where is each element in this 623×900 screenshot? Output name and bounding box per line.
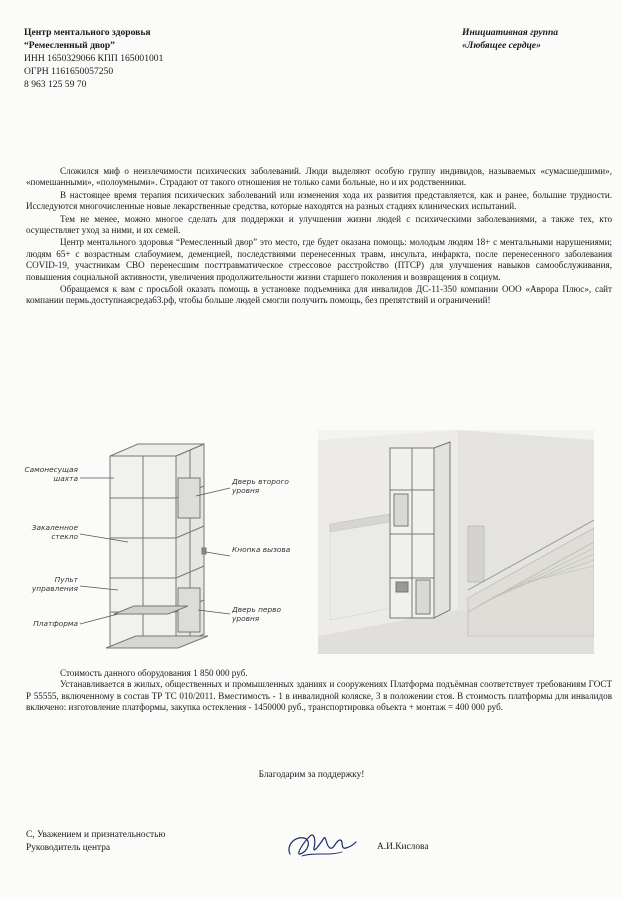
- letter-body: [26, 166, 612, 308]
- price-line: Стоимость данного оборудования 1 850 000 руб.: [60, 668, 248, 678]
- paragraph: Тем не менее, можно многое сделать для поддержки и улучшения жизни людей с психическими заболеваниями, а также тех, кто осуществляет уход за ними, и их семей.: [26, 213, 612, 236]
- install-text: Устанавливается в жилых, общественных и промышленных зданиях и сооружениях Платформа подъёмная соответствует требованиям ГОСТ Р 55555, включенному в состав ТР ТС 010/2011. Вместимость - 1 в инвалидной коляске, 3 в положении стоя. В стоимость платформы для инвалидов включено: изготовление платформы, закупка остекления - 1450000 руб., транспортировка объекта + монтаж = 400 000 руб.: [26, 679, 612, 713]
- recipient-line2: «Любящее сердце»: [462, 40, 541, 51]
- recipient-block: [462, 26, 558, 52]
- paragraph: Обращаемся к вам с просьбой оказать помощь в установке подъемника для инвалидов ДС-11-350 компании ООО «Аврора Плюс», сайт компании пермь.доступнаясреда63.рф, чтобы больше людей смогли получить помощь, без препятствий и ограничений!: [26, 284, 612, 306]
- sender-org: Центр ментального здоровья: [24, 27, 151, 38]
- paragraph: Центр ментального здоровья “Ремесленный двор” это место, где будет оказана помощь: молодым людям 18+ с ментальными нарушениями; людям 65+ с возрастным слабоумием, деменцией, последствиями перенесенных травм, инсульта, инфаркта, после перенесенного заболевания COVID-19, участникам СВО перенесшим посттравматическое стрессовое расстройство (ПТСР) для улучшения навыков самообслуживания, повышения социальной активности, увеличения продолжительности жизни старшего поколения и возвращения в социум.: [26, 237, 612, 282]
- closing-line1: С, Уважением и признательностью: [26, 830, 166, 840]
- signature-drawing: [284, 826, 358, 864]
- signature-image: [284, 826, 358, 864]
- closing-line2: Руководитель центра: [26, 843, 111, 853]
- sender-phone: 8 963 125 59 70: [24, 79, 87, 90]
- label-control-panel: Пульт управления: [31, 575, 78, 593]
- label-door-second-level: Дверь второго уровня: [232, 477, 289, 495]
- sender-name: “Ремесленный двор”: [24, 40, 115, 51]
- thanks-line: Благодарим за поддержку!: [258, 770, 365, 780]
- signatory-name: А.И.Кислова: [377, 842, 429, 852]
- label-platform: Платформа: [33, 619, 78, 628]
- paragraph: Сложился миф о неизлечимости психических заболеваний. Люди выделяют особую группу индивидов, называемых «сумасшедшими», «помешанными», «полоумными». Страдают от такого отношения не только сами больные, но и их родственники.: [26, 166, 612, 188]
- sender-inn: ИНН 1650329066 КПП 165001001: [24, 53, 164, 64]
- recipient-line1: Инициативная группа: [462, 27, 559, 38]
- closing-block: [26, 829, 165, 855]
- sender-block: [24, 26, 163, 91]
- lift-render-drawing: [318, 430, 594, 654]
- lift-render-image: [318, 430, 594, 654]
- lift-diagram: [18, 438, 308, 658]
- label-call-button: Кнопка вызова: [232, 545, 291, 554]
- sender-ogrn: ОГРН 1161650057250: [24, 66, 114, 77]
- label-glass: Закаленное стекло: [31, 523, 78, 541]
- label-door-first-level: Дверь перво уровня: [232, 605, 282, 623]
- paragraph: В настоящее время терапия психических заболеваний или изменения хода их развития представляется, как и ранее, большие трудности. Исследуются многочисленные новые лекарственные средства, которые находятся на разных стадиях клинических испытаний.: [26, 189, 612, 212]
- price-section: [26, 668, 612, 714]
- label-shaft: Самонесущая шахта: [24, 465, 78, 483]
